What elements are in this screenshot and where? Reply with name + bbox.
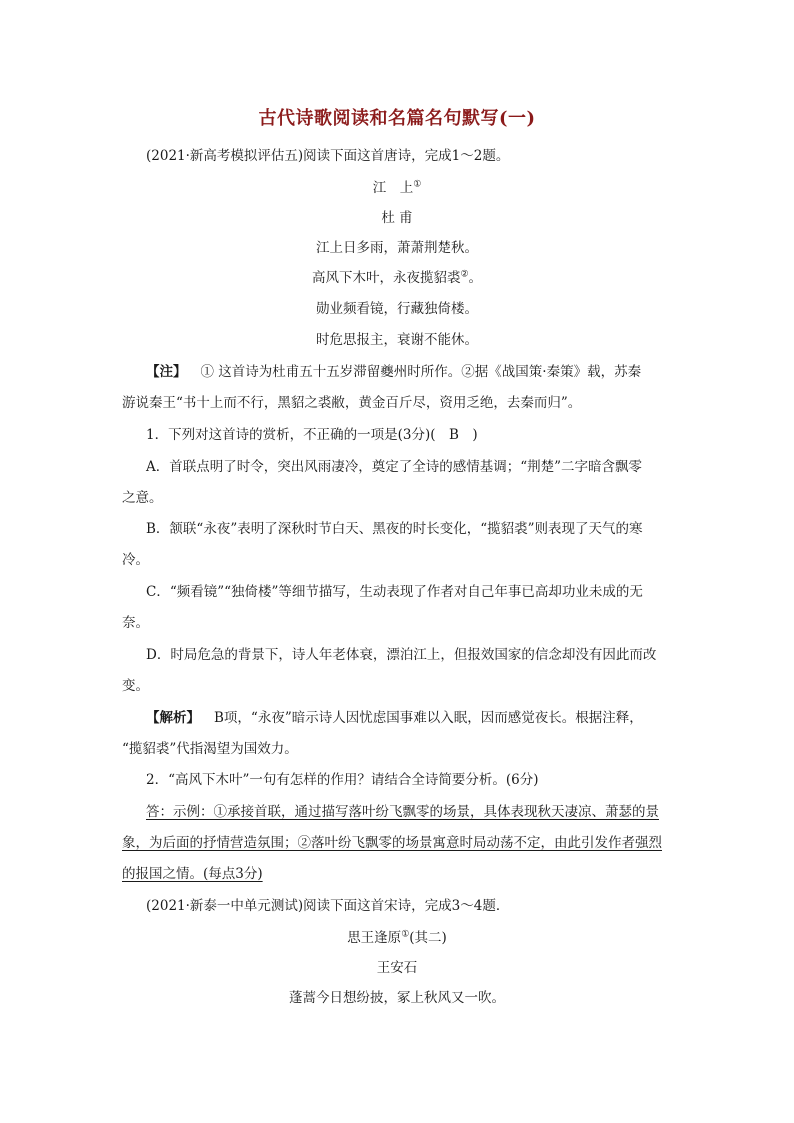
option-c-line-1: C．“频看镜”“独倚楼”等细节描写，生动表现了作者对自己年事已高却功业未成的无 — [146, 584, 643, 600]
poem-line-2-end: 。 — [468, 270, 483, 286]
poem2-line-1: 蓬蒿今日想纷披，冢上秋风又一吹。 — [289, 990, 505, 1006]
note-line-1 — [146, 362, 641, 382]
section1-intro: (2021·新高考模拟评估五)阅读下面这首唐诗，完成1～2题。 — [146, 148, 510, 164]
poem-author: 杜 甫 — [381, 210, 413, 226]
option-c-line-2: 奈。 — [122, 615, 149, 631]
analysis-text-1: B项，“永夜”暗示诗人因忧虑国事难以入眠，因而感觉夜长。根据注释， — [214, 710, 643, 726]
option-a-line-2: 之意。 — [122, 490, 163, 506]
note-text-1: ① 这首诗为杜甫五十五岁滞留夔州时所作。②据《战国策·秦策》载，苏秦 — [200, 364, 642, 380]
option-d-line-1: D．时局危急的背景下，诗人年老体衰，漂泊江上，但报效国家的信念却没有因此而改 — [146, 647, 657, 663]
analysis-line-1 — [146, 708, 643, 728]
poem-line-2-note: ② — [460, 269, 469, 280]
poem-title — [0, 178, 794, 198]
poem2-title-suffix: (其二) — [409, 930, 447, 946]
note-line-2: 游说秦王“书十上而不行，黑貂之裘敝，黄金百斤尽，资用乏绝，去秦而归”。 — [122, 395, 582, 411]
poem-line-1: 江上日多雨，萧萧荆楚秋。 — [316, 240, 478, 256]
poem2-title-text: 思王逢原 — [347, 930, 402, 946]
option-b-line-1: B．颔联“永夜”表明了深秋时节白天、黑夜的时长变化，“揽貂裘”则表现了天气的寒 — [146, 521, 643, 537]
section2-intro: (2021·新泰一中单元测试)阅读下面这首宋诗，完成3～4题． — [146, 898, 510, 914]
poem-line-4: 时危思报主，衰谢不能休。 — [316, 332, 478, 348]
answer-line-2: 象，为后面的抒情营造氛围；②落叶纷飞飘零的场景寓意时局动荡不定，由此引发作者强烈 — [122, 835, 662, 851]
note-label: 【注】 — [146, 364, 187, 380]
analysis-label: 【解析】 — [146, 710, 200, 726]
option-b-line-2: 冷。 — [122, 552, 149, 568]
question-2: 2．“高风下木叶”一句有怎样的作用？请结合全诗简要分析。(6分) — [146, 772, 539, 788]
poem2-title-note: ① — [401, 929, 410, 940]
poem-line-2 — [0, 268, 794, 288]
poem-title-text: 江 上 — [372, 180, 414, 196]
option-a-line-1: A．首联点明了时令，突出风雨凄冷，奠定了全诗的感情基调；“荆楚”二字暗含飘零 — [146, 459, 643, 475]
poem2-author: 王安石 — [376, 960, 418, 976]
question-1: 1．下列对这首诗的赏析，不正确的一项是(3分)( B ) — [146, 427, 478, 443]
poem-line-3: 勋业频看镜，行藏独倚楼。 — [316, 301, 478, 317]
poem-title-note: ① — [413, 179, 422, 190]
poem2-title — [0, 928, 794, 948]
option-d-line-2: 变。 — [122, 678, 149, 694]
poem-line-2-text: 高风下木叶，永夜揽貂裘 — [311, 270, 461, 286]
answer-line-3: 的报国之情。(每点3分) — [122, 866, 263, 882]
page-title: 古代诗歌阅读和名篇名句默写(一) — [258, 108, 536, 129]
analysis-line-2: “揽貂裘”代指渴望为国效力。 — [122, 741, 298, 757]
answer-line-1: 答：示例：①承接首联，通过描写落叶纷飞飘零的场景，具体表现秋天凄凉、萧瑟的景 — [146, 804, 659, 820]
